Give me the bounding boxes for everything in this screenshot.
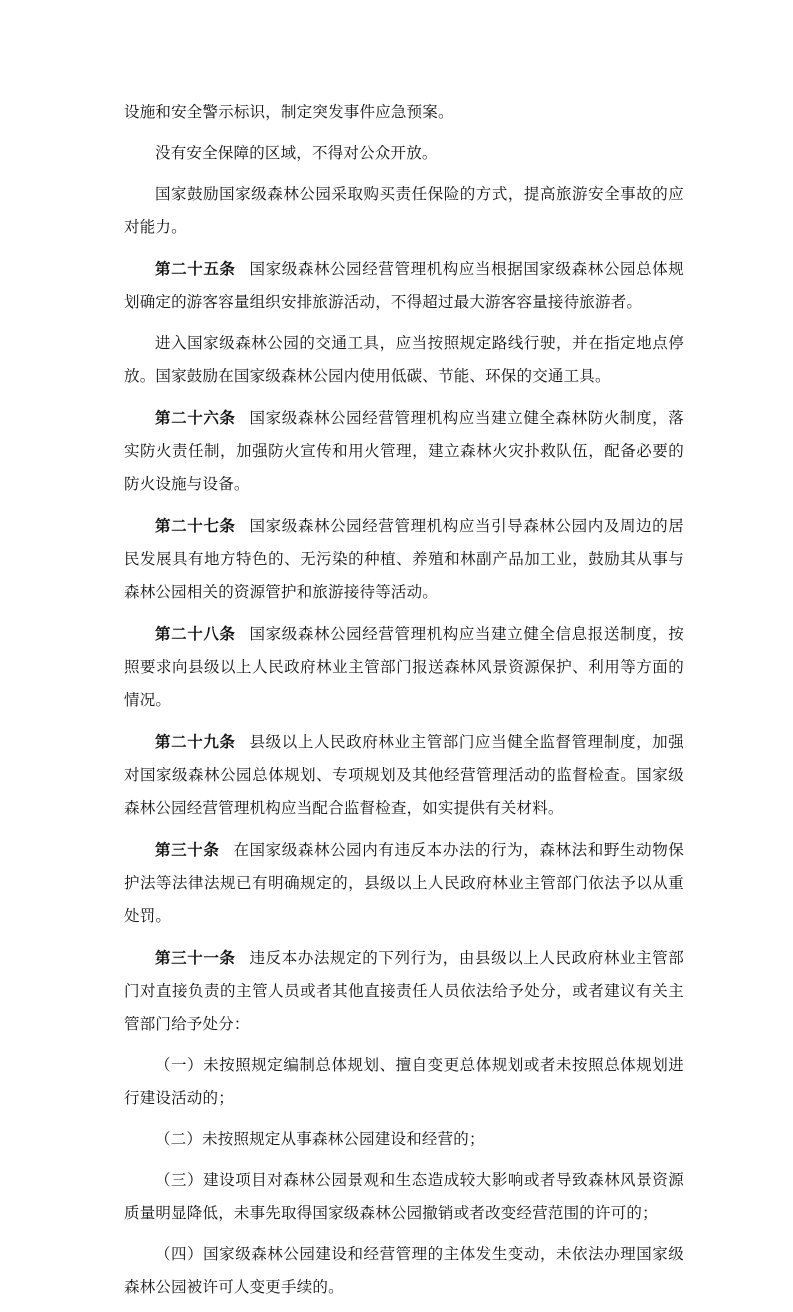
list-item: （四）国家级森林公园建设和经营管理的主体发生变动，未依法办理国家级森林公园被许可人变更手续的。 (124, 1245, 684, 1296)
article-number: 第二十九条 (155, 732, 236, 751)
document-body (124, 96, 684, 1312)
article-paragraph (124, 725, 684, 825)
article-paragraph (124, 833, 684, 933)
article-text: 在国家级森林公园内有违反本办法的行为，森林法和野生动物保护法等法律法规已有明确规定的，县级以上人民政府林业主管部门依法予以从重处罚。 (124, 841, 684, 925)
article-number: 第二十六条 (155, 408, 236, 427)
article-text: 违反本办法规定的下列行为，由县级以上人民政府林业主管部门对直接负责的主管人员或者其他直接责任人员依法给予处分，或者建议有关主管部门给予处分： (124, 949, 684, 1033)
article-text: 国家级森林公园经营管理机构应当建立健全信息报送制度，按照要求向县级以上人民政府林业主管部门报送森林风景资源保护、利用等方面的情况。 (124, 625, 684, 709)
list-item: （三）建设项目对森林公园景观和生态造成较大影响或者导致森林风景资源质量明显降低，未事先取得国家级森林公园撤销或者改变经营范围的许可的； (124, 1171, 684, 1222)
article-number: 第二十八条 (155, 624, 236, 643)
paragraph: 没有安全保障的区域，不得对公众开放。 (155, 144, 438, 162)
list-item: （二）未按照规定从事森林公园建设和经营的； (155, 1130, 485, 1148)
article-paragraph (124, 509, 684, 609)
article-text: 国家级森林公园经营管理机构应当根据国家级森林公园总体规划确定的游客容量组织安排旅游活动，不得超过最大游客容量接待旅游者。 (124, 260, 684, 311)
article-paragraph (124, 617, 684, 717)
article-number: 第二十五条 (155, 259, 236, 278)
article-number: 第二十七条 (155, 516, 236, 535)
paragraph: 设施和安全警示标识，制定突发事件应急预案。 (124, 103, 454, 121)
article-paragraph (124, 941, 684, 1041)
paragraph: 国家鼓励国家级森林公园采取购买责任保险的方式，提高旅游安全事故的应对能力。 (124, 185, 684, 236)
paragraph: 进入国家级森林公园的交通工具，应当按照规定路线行驶，并在指定地点停放。国家鼓励在国家级森林公园内使用低碳、节能、环保的交通工具。 (124, 334, 684, 385)
article-number: 第三十条 (155, 840, 220, 859)
article-paragraph (124, 401, 684, 501)
article-paragraph (124, 252, 684, 319)
article-text: 国家级森林公园经营管理机构应当引导森林公园内及周边的居民发展具有地方特色的、无污染的种植、养殖和林副产品加工业，鼓励其从事与森林公园相关的资源管护和旅游接待等活动。 (124, 517, 684, 601)
list-item: （一）未按照规定编制总体规划、擅自变更总体规划或者未按照总体规划进行建设活动的； (124, 1056, 684, 1107)
article-number: 第三十一条 (155, 948, 236, 967)
article-text: 国家级森林公园经营管理机构应当建立健全森林防火制度，落实防火责任制，加强防火宣传和用火管理，建立森林火灾扑救队伍，配备必要的防火设施与设备。 (124, 409, 684, 493)
article-text: 县级以上人民政府林业主管部门应当健全监督管理制度，加强对国家级森林公园总体规划、专项规划及其他经营管理活动的监督检查。国家级森林公园经营管理机构应当配合监督检查，如实提供有关材料。 (124, 733, 684, 817)
